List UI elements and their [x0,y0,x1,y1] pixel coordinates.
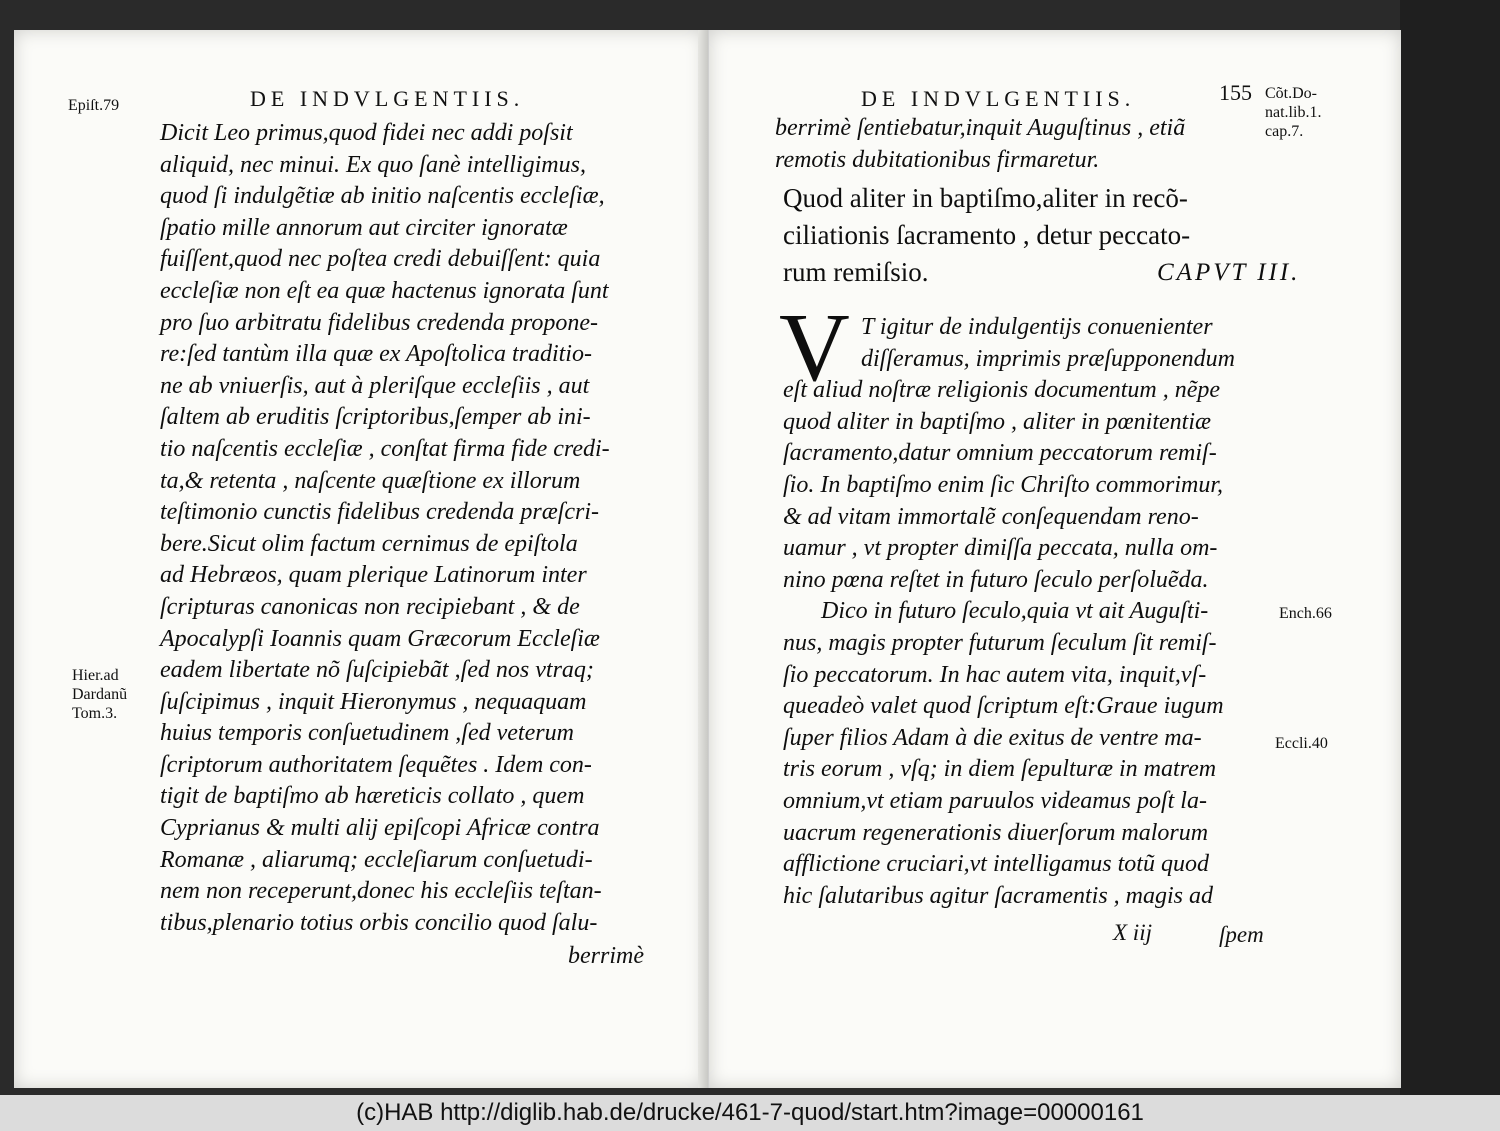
margin-note-enchiridion: Ench.66 [1279,605,1332,622]
text-line: fuiſſent,quod nec poſtea credi debuiſſent: quia [160,246,601,273]
text-line: teſtimonio cunctis fidelibus credenda præſcri- [160,499,600,526]
scan-background [1400,0,1500,1095]
running-head-right: DE INDVLGENTIIS. [861,86,1136,111]
text-line: queadeò valet quod ſcriptum eſt:Graue iugum [783,693,1224,720]
text-line: quod ſi indulgẽtiæ ab initio naſcentis eccleſiæ, [160,183,605,210]
text-line: pro ſuo arbitratu fidelibus credenda propone- [160,309,598,336]
text-line: hic ſalutaribus agitur ſacramentis , magis ad [783,882,1214,909]
chapter-title-line: ciliationis ſacramento , detur peccato- [783,220,1191,250]
text-line: eadem libertate nõ ſuſcipiebãt ,ſed nos vtraq; [160,657,594,684]
text-line: diſſeramus, imprimis præſupponendum [861,345,1236,372]
text-line: Dicit Leo primus,quod fidei nec addi poſsit [160,120,573,146]
text-line: ſacramento,datur omnium peccatorum remiſ- [783,440,1217,467]
text-line: nem non receperunt,donec his eccleſiis teſtan- [160,878,602,905]
text-line: & ad vitam immortalẽ conſequendam reno- [783,503,1199,530]
text-line: Romanæ , aliarumq; eccleſiarum conſuetudi- [160,846,593,873]
page-number: 155 [1219,80,1252,105]
chapter-title-line: rum remiſsio. [783,257,929,287]
text-line: quod aliter in baptiſmo , aliter in pœnitentiæ [783,408,1212,435]
text-line: Apocalypſi Ioannis quam Græcorum Eccleſiæ [160,625,600,652]
drop-cap: V [779,294,850,402]
running-head-left: DE INDVLGENTIIS. [250,86,525,111]
catchword-right: ſpem [1219,922,1264,947]
text-line: bere.Sicut olim factum cernimus de epiſtola [160,530,578,557]
margin-note-ecclesiasticus: Eccli.40 [1275,735,1328,752]
margin-note-epist: Epiſt.79 [68,97,120,114]
text-line: re:ſed tantùm illa quæ ex Apoſtolica traditio- [160,341,592,368]
text-line: aliquid, nec minui. Ex quo ſanè intelligimus, [160,151,586,178]
text-line: ſio. In baptiſmo enim ſic Chriſto commorimur, [783,471,1223,498]
text-line: ne ab vniuerſis, aut à pleriſque eccleſiis , aut [160,372,590,399]
text-line: berrimè ſentiebatur,inquit Auguſtinus , etiã [775,115,1186,141]
text-line: tris eorum , vſq; in diem ſepulturæ in matrem [783,756,1217,783]
text-line: huius temporis conſuetudinem ,ſed veterum [160,720,574,747]
text-line: ſio peccatorum. In hac autem vita, inquit,vſ- [783,661,1207,688]
text-line: ſcriptorum authoritatem ſequẽtes . Idem con- [160,751,592,778]
text-line: T igitur de indulgentijs conuenienter [861,314,1213,340]
signature-mark: X iij [1113,920,1152,945]
text-line: ad Hebræos, quam plerique Latinorum inter [160,562,587,589]
text-line: eſt aliud noſtræ religionis documentum , nẽpe [783,377,1221,404]
text-line: ta,& retenta , naſcente quæſtione ex illorum [160,467,581,494]
chapter-title-line: Quod aliter in baptiſmo,aliter in recõ- [783,183,1188,213]
text-line: nus, magis propter futurum ſeculum ſit remiſ- [783,629,1217,656]
text-line: omnium,vt etiam paruulos videamus poſt la- [783,787,1207,814]
text-line: Cyprianus & multi alij epiſcopi Africæ contra [160,815,600,842]
right-page [708,30,1401,1088]
chapter-heading [783,180,1301,291]
chapter-number: CAPVT III. [1157,259,1301,286]
text-line: afflictione cruciari,vt intelligamus totũ quod [783,851,1209,878]
text-line: tibus,plenario totius orbis concilio quod ſalu- [160,909,598,936]
text-line: ſuſcipimus , inquit Hieronymus , nequaquam [160,688,587,715]
left-page [14,30,705,1088]
text-line: remotis dubitationibus firmaretur. [775,146,1100,173]
continuation-text [775,113,1185,176]
text-line: ſpatio mille annorum aut circiter ignoratæ [160,214,568,241]
text-line: ſaltem ab eruditis ſcriptoribus,ſemper ab ini- [160,404,591,431]
text-line: tigit de baptiſmo ab hæreticis collato , quem [160,783,585,810]
right-body-text [783,312,1235,912]
text-line: ſcripturas canonicas non recipiebant , & de [160,593,580,620]
text-line: eccleſiæ non eſt ea quæ hactenus ignorata ſunt [160,277,609,304]
source-footer: (c)HAB http://diglib.hab.de/drucke/461-7-quod/start.htm?image=00000161 [0,1095,1500,1131]
catchword-left: berrimè [568,943,644,969]
margin-note-contra-donat: Cõt.Do- nat.lib.1. cap.7. [1265,85,1322,140]
left-body-text [160,118,610,939]
text-line: ſuper filios Adam à die exitus de ventre ma- [783,724,1202,751]
text-line: tio naſcentis eccleſiæ , conſtat firma fide credi- [160,435,610,462]
text-line: nino pœna reſtet in futuro ſeculo perſoluẽda. [783,566,1209,593]
text-line: uacrum regenerationis diuerſorum malorum [783,819,1209,846]
text-line: uamur , vt propter dimiſſa peccata, nulla om- [783,535,1218,562]
margin-note-hieronymus: Hier.ad Dardanũ Tom.3. [72,667,128,722]
text-line: Dico in futuro ſeculo,quia vt ait Auguſti- [821,598,1209,625]
